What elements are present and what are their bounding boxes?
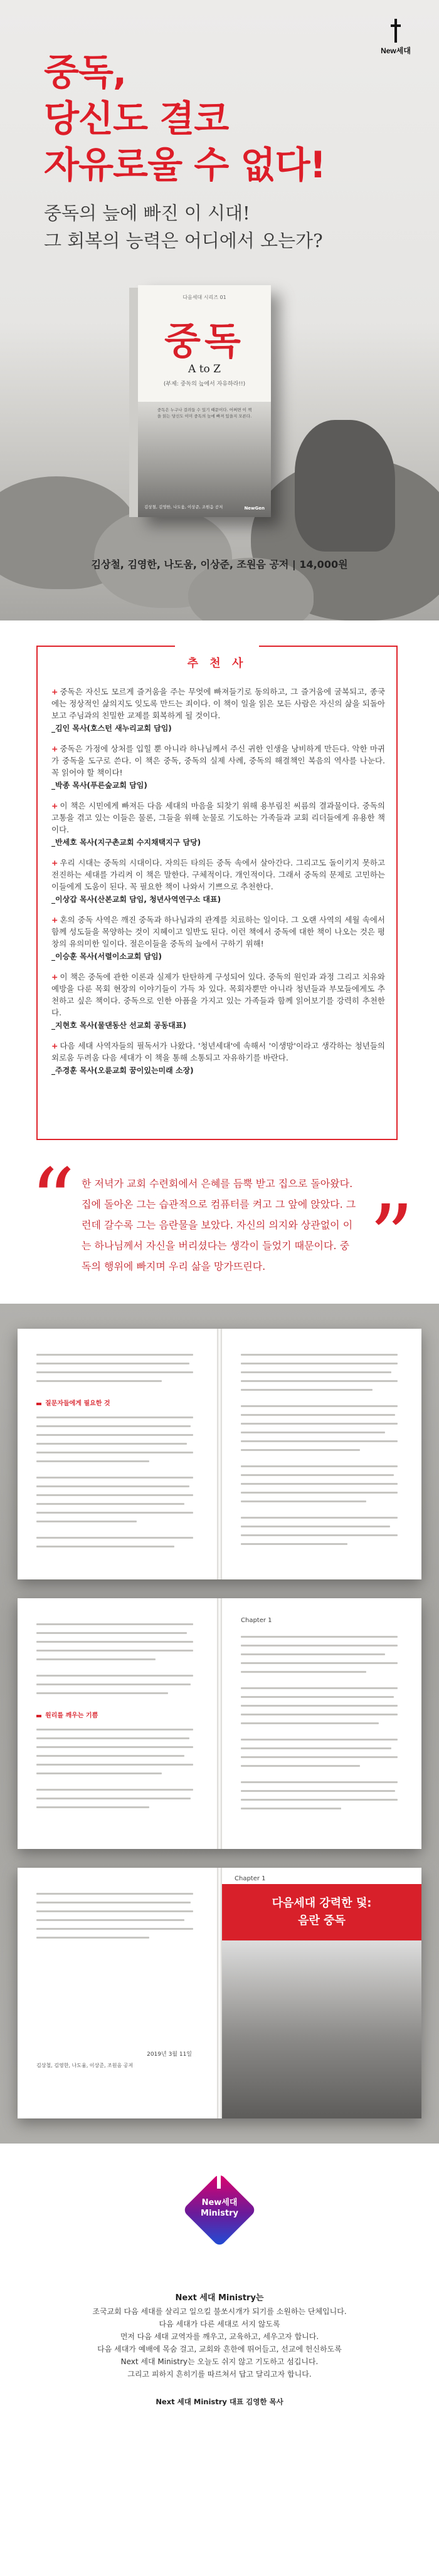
cross-icon <box>217 2172 221 2189</box>
cross-icon <box>391 19 401 43</box>
recommendation-author: _김인 목사(호스턴 새누리교회 담임) <box>51 724 172 733</box>
recommendation-author: _박종 목사(푸른숲교회 담임) <box>51 781 147 790</box>
headline <box>44 49 325 188</box>
book-subtitle: (부제: 중독의 늪에서 자유하라!!) <box>163 381 246 387</box>
ministry-line: 그리고 피하지 흔히기를 따르쳐서 답고 달리고자 합니다. <box>127 2370 312 2379</box>
recommendation-author: _지현호 목사(물댄동산 선교회 공동대표) <box>51 1021 186 1030</box>
page-spread-2 <box>18 1598 421 1849</box>
recommendation-item <box>51 800 385 849</box>
plus-icon: + <box>51 801 58 810</box>
left-page <box>18 1598 217 1849</box>
chapter-title-band <box>222 1884 421 1940</box>
right-page <box>222 1868 421 2118</box>
ministry-title: Next 세대 Ministry는 <box>175 2293 264 2303</box>
right-page <box>222 1598 421 1849</box>
recommendation-author: _주경훈 목사(오륜교회 꿈이있는미래 소장) <box>51 1066 194 1075</box>
recommendation-text: 우리 시대는 중독의 시대이다. 자의든 타의든 중독 속에서 살아간다. 그리고도 돌이키지 못하고 전진하는 세대를 가리켜 이 책은 말한다. 구체적이다. 개인적이다. 그래서 중독의 문제로 고민하는 이들에게 도움이 된다. 꼭 필요한 책이 나와서 기쁘으로 추천한다. <box>51 858 385 891</box>
book-cover-photo <box>138 402 271 517</box>
plus-icon: + <box>51 972 58 982</box>
book-info: 김상철, 김영한, 나도움, 이상준, 조원음 공저 <box>36 2063 134 2068</box>
ministry-description <box>25 2291 414 2407</box>
book-publisher: NewGen <box>244 506 265 511</box>
plus-icon: + <box>51 687 58 696</box>
recommendation-item <box>51 914 385 963</box>
recommendation-box <box>36 646 398 1140</box>
ministry-footer <box>0 2169 439 2576</box>
headline-line-1: 중독, <box>44 51 127 93</box>
recommendation-text: 다음 세대 사역자들의 필독서가 나왔다. '청년세대'에 속해서 '이생망'이라고 생각하는 청년들의 외로움 두려움 다음 세대가 이 책을 통해 소통되고 자유하기를 바란다. <box>51 1041 385 1062</box>
recommendation-text: 이 책은 중독에 관한 이론과 실제가 탄탄하게 구성되어 있다. 중독의 원인과 과정 그리고 치유와 예방을 다룬 목회 현장의 이야기들이 가득 차 있다. 목회자뿐만 아니라 청년들과 부모들에게도 추천하고 싶은 책이다. 중독으로 인한 아픔을 가지고 있는 가족들과 함께 읽어보기를 강력히 추천한다. <box>51 972 385 1017</box>
subheadline-line-2: 그 회복의 능력은 어디에서 오는가? <box>44 230 323 251</box>
chapter-title-line-2: 음란 중독 <box>298 1914 346 1927</box>
recommendation-item <box>51 743 385 792</box>
recommendation-title: 추 천 사 <box>175 646 260 676</box>
recommendation-list <box>51 686 385 1085</box>
book-title-sub: A to Z <box>188 363 221 375</box>
page-spread-3 <box>18 1868 421 2118</box>
plus-icon: + <box>51 744 58 753</box>
headline-line-3: 자유로울 수 없다! <box>44 144 326 186</box>
ministry-line: Next 세대 Ministry는 오늘도 쉬지 않고 기도하고 섬깁니다. <box>120 2357 319 2366</box>
recommendation-author: _이승훈 목사(서렬이소교회 담임) <box>51 952 162 961</box>
open-quote-icon: “ <box>30 1150 75 1252</box>
recommendation-text: 중독은 자신도 모르게 즐거움을 주는 무엇에 빠져들기로 동의하고, 그 즐거움에 굴복되고, 종국에는 정상적인 삶의지도 잊도록 만드는 죄이다. 이 책이 일을 읽은 모든 사람은 자신의 삶을 되돌아보고 주님과의 친밀한 교제를 회복하게 될 것이다. <box>51 687 385 720</box>
left-page <box>18 1868 217 2118</box>
author-price-credit: 김상철, 김영한, 나도움, 이상준, 조원음 공저 | 14,000원 <box>91 558 348 570</box>
close-quote-icon: ” <box>369 1186 414 1289</box>
section-title: 원리를 깨우는 기쁨 <box>45 1712 98 1719</box>
plus-icon: + <box>51 858 58 867</box>
recommendation-item <box>51 686 385 735</box>
ministry-logo-bottom: Ministry <box>201 2209 238 2218</box>
plus-icon: + <box>51 1041 58 1050</box>
recommendation-item <box>51 971 385 1032</box>
recommendation-text: 중독은 가정에 상처를 입힐 뿐 아니라 하나님께서 주신 귀한 인생을 낭비하게 만든다. 악한 마귀가 중독을 도구로 쓴다. 이 책은 중독, 중독의 실제 사례, 중독의 해결책인 복음의 역사를 나눈다. 꼭 읽어야 할 책이다! <box>51 744 385 777</box>
subheadline-line-1: 중독의 늪에 빠진 이 시대! <box>44 202 250 224</box>
pull-quote-text: 한 저녁가 교회 수련회에서 은혜를 듬뿍 받고 집으로 돌아왔다. 집에 돌아온 그는 습관적으로 컴퓨터를 켜고 그 앞에 앉았다. 그런데 갈수록 그는 음란물을 보았다. 자신의 의지와 상관없이 이는 하나님께서 자신을 버리셨다는 생각이 들었기 때문이다. 중독의 행위에 빠지며 우리 삶을 망가뜨린다. <box>82 1178 356 1272</box>
section-title: 질문자들에게 필요한 것 <box>45 1400 110 1407</box>
hero-banner <box>0 0 439 620</box>
recommendation-item <box>51 1040 385 1077</box>
page-spread-1 <box>18 1329 421 1579</box>
subheadline <box>44 199 323 254</box>
book-cover[interactable] <box>138 285 271 517</box>
chapter-label: Chapter 1 <box>241 1617 272 1624</box>
book-title: 중독 <box>164 320 245 364</box>
right-page <box>222 1329 421 1579</box>
chapter-photo <box>222 1940 421 2118</box>
book-description: 중독은 누구나 걸려들 수 있기 때문이다. 어쩌면 이 책을 읽는 당신도 이미 중독의 늪에 빠져 있을지 모른다. <box>157 407 252 419</box>
ministry-line: 다음 세대가 예배에 목숨 걸고, 교회와 흔한에 뛰어들고, 선교에 헌신하도록 <box>97 2345 342 2353</box>
ministry-logo-top: New세대 <box>201 2198 238 2207</box>
left-page <box>18 1329 217 1579</box>
pull-quote <box>0 1150 439 1289</box>
ministry-line: 조국교회 다음 세대를 살리고 일으킬 불쏘시개가 되기를 소원하는 단체입니다. <box>92 2307 347 2316</box>
headline-line-2: 당신도 결코 <box>44 97 229 140</box>
inner-page-previews <box>0 1304 439 2144</box>
ministry-signature: Next 세대 Ministry 대표 김영한 목사 <box>156 2397 283 2406</box>
book-cover-authors: 김상철, 김영한, 나도움, 이상준, 조원음 공저 <box>144 505 223 510</box>
recommendation-text: 혼의 중독 사역은 깨진 중독과 하나님과의 관계를 치료하는 일이다. 그 오랜 사역의 세월 속에서 함께 성도들을 목양하는 것이 지혜이고 일반도 된다. 이런 책에서 중독에 대한 책이 나오는 것은 평창의 유의미한 일이다. 절은이들을 중독의 늪에서 구하기 위해! <box>51 915 385 948</box>
recommendation-text: 이 책은 시민에게 빠져든 다음 세대의 마음을 되찾기 위해 용부림친 씨름의 결과물이다. 중독의 고통을 겪고 있는 이들은 물론, 그들을 위해 눈물로 기도하는 가족들과 교회 리더들에게 유용한 책이다. <box>51 801 385 834</box>
chapter-label: Chapter 1 <box>235 1875 266 1882</box>
date-note: 2019년 3월 11일 <box>147 2051 192 2058</box>
ministry-line: 먼저 다음 세대 교역자를 깨우고, 교육하고, 세우고자 합니다. <box>120 2332 319 2341</box>
brand-logo[interactable] <box>374 19 418 56</box>
ministry-logo[interactable] <box>181 2175 258 2263</box>
recommendation-author: _반세호 목사(지구촌교회 수지채택지구 담당) <box>51 838 201 847</box>
ministry-line: 다음 세대가 다른 세대로 서지 않도록 <box>159 2320 280 2328</box>
brand-logo-text: New세대 <box>381 46 411 55</box>
recommendation-item <box>51 857 385 906</box>
chapter-title-line-1: 다음세대 강력한 덫: <box>272 1897 372 1910</box>
book-series: 다음세대 시리즈 01 <box>182 295 226 300</box>
recommendation-author: _이상갑 목사(산본교회 담임, 청년사역연구소 대표) <box>51 895 221 904</box>
plus-icon: + <box>51 915 58 924</box>
